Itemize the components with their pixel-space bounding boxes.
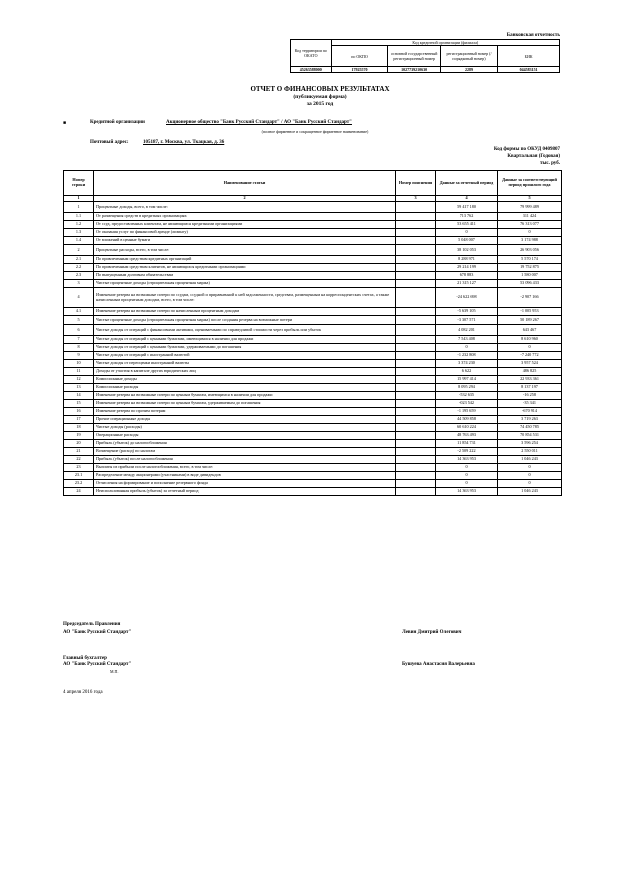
row-name: От вложений в ценные бумаги — [94, 237, 396, 245]
row-name: По привлеченным средствам клиентов, не являющихся кредитными организациями — [94, 264, 396, 272]
table-row — [64, 360, 562, 368]
row-note — [396, 280, 436, 288]
row-name: Чистые процентные доходы (отрицательная процентная маржа) после создания резерва на возможные потери — [94, 316, 396, 325]
row-previous-value: 0 — [498, 464, 562, 472]
table-row — [64, 237, 562, 245]
row-name: Чистые доходы от операций с финансовыми активами, оцениваемыми по справедливой стоимости через прибыль или убыток — [94, 325, 396, 336]
row-name: Изменение резерва на возможные потери по ценным бумагам, имеющимся в наличии для продажи — [94, 392, 396, 400]
row-note — [396, 448, 436, 456]
row-current-value: 4 082 201 — [436, 325, 498, 336]
org-label: Кредитной организации — [90, 120, 145, 125]
codes-header: по ОКПО — [331, 46, 388, 67]
row-previous-value: 0 — [498, 472, 562, 480]
row-number: 14 — [64, 392, 94, 400]
row-name: Прибыль (убыток) после налогообложения — [94, 456, 396, 464]
row-previous-value: -670 914 — [498, 408, 562, 416]
table-row — [64, 424, 562, 432]
row-note — [396, 384, 436, 392]
row-current-value: -1 232 808 — [436, 352, 498, 360]
row-name: Чистые доходы от операций с ценными бумагами, удерживаемыми до погашения — [94, 344, 396, 352]
table-row — [64, 456, 562, 464]
table-row — [64, 480, 562, 488]
table-row — [64, 308, 562, 316]
row-current-value: -2 509 222 — [436, 448, 498, 456]
row-current-value: 14 363 953 — [436, 488, 498, 496]
table-row — [64, 280, 562, 288]
row-number: 20 — [64, 440, 94, 448]
row-name: Изменение резерва по прочим потерям — [94, 408, 396, 416]
row-note — [396, 480, 436, 488]
row-note — [396, 440, 436, 448]
row-name: Чистые доходы (расходы) — [94, 424, 396, 432]
codes-header: регистрационный номер (/порядковый номер) — [440, 46, 497, 67]
row-number: 7 — [64, 336, 94, 344]
row-note — [396, 416, 436, 424]
row-note — [396, 488, 436, 496]
row-name: Изменение резерва на возможные потери по ссудам, ссудной и приравненной к ней задолженности, средствам, размещенным на корреспондентских счетах, а также начисленным процентным доходам, всего, в том числе: — [94, 288, 396, 308]
table-row — [64, 400, 562, 408]
row-current-value: -3 307 571 — [436, 316, 498, 325]
row-current-value: 11 854 731 — [436, 440, 498, 448]
row-current-value: 15 997 414 — [436, 376, 498, 384]
row-name: Прибыль (убыток) до налогообложения — [94, 440, 396, 448]
row-number: 1 — [64, 202, 94, 213]
report-subtitle: (публикуемая форма) — [293, 94, 347, 100]
row-name: Чистые доходы от операций с иностранной валютой — [94, 352, 396, 360]
row-name: Изменение резерва на возможные потери по начисленным процентным доходам — [94, 308, 396, 316]
table-row — [64, 256, 562, 264]
column-header: Данные за отчетный период — [436, 171, 498, 196]
row-previous-value: 74 450 785 — [498, 424, 562, 432]
row-number: 18 — [64, 424, 94, 432]
row-number: 2.2 — [64, 264, 94, 272]
row-note — [396, 325, 436, 336]
table-row — [64, 408, 562, 416]
row-number: 11 — [64, 368, 94, 376]
codes-header: БИК — [498, 46, 560, 67]
row-number: 23.2 — [64, 480, 94, 488]
row-note — [396, 392, 436, 400]
row-name: Неиспользованная прибыль (убыток) за отчетный период — [94, 488, 396, 496]
row-note — [396, 237, 436, 245]
row-previous-value: 5 570 174 — [498, 256, 562, 264]
address-value: 105187, г. Москва, ул. Ткацкая, д. 36 — [143, 140, 225, 145]
table-row — [64, 384, 562, 392]
row-current-value: 59 417 180 — [436, 202, 498, 213]
row-previous-value: 311 424 — [498, 213, 562, 221]
row-name: Чистые доходы от операций с ценными бумагами, имеющимися в наличии для продажи — [94, 336, 396, 344]
org-note: (полное фирменное и сокращенное фирменное наименование) — [261, 129, 369, 134]
row-number: 22 — [64, 456, 94, 464]
table-row — [64, 432, 562, 440]
row-name: От размещения средств в кредитных организациях — [94, 213, 396, 221]
row-name: Прочие операционные доходы — [94, 416, 396, 424]
row-previous-value: 486 825 — [498, 368, 562, 376]
row-previous-value: -1 005 953 — [498, 308, 562, 316]
row-number: 19 — [64, 432, 94, 440]
row-note — [396, 264, 436, 272]
column-number: 2 — [94, 196, 396, 202]
row-note — [396, 464, 436, 472]
table-row — [64, 221, 562, 229]
row-note — [396, 245, 436, 256]
row-number: 6 — [64, 325, 94, 336]
row-number: 2.3 — [64, 272, 94, 280]
units: тыс. руб. — [540, 161, 560, 166]
row-note — [396, 336, 436, 344]
row-current-value: 0 — [436, 480, 498, 488]
report-title: ОТЧЕТ О ФИНАНСОВЫХ РЕЗУЛЬТАТАХ — [250, 85, 390, 93]
row-name: Изменение резерва на возможные потери по ценным бумагам, удерживаемым до погашения — [94, 400, 396, 408]
row-current-value: 14 363 953 — [436, 456, 498, 464]
row-current-value: 678 883 — [436, 272, 498, 280]
row-name: Чистые процентные доходы (отрицательная процентная маржа) — [94, 280, 396, 288]
accountant-org: АО "Банк Русский Стандарт" — [63, 662, 132, 667]
table-row — [64, 213, 562, 221]
column-header: Номер пояснения — [396, 171, 436, 196]
row-current-value: 8 288 971 — [436, 256, 498, 264]
row-note — [396, 221, 436, 229]
report-period: за 2015 год — [306, 101, 334, 107]
row-number: 4.1 — [64, 308, 94, 316]
table-row — [64, 448, 562, 456]
row-name: Комиссионные расходы — [94, 384, 396, 392]
row-name: Отчисления на формирование и пополнение резервного фонда — [94, 480, 396, 488]
row-current-value: 0 — [436, 229, 498, 237]
row-name: Чистые доходы от переоценки иностранной валюты — [94, 360, 396, 368]
column-header: Данные за соответствующий период прошлого года — [498, 171, 562, 196]
row-name: Комиссионные доходы — [94, 376, 396, 384]
column-header: Наименование статьи — [94, 171, 396, 196]
table-row — [64, 376, 562, 384]
row-previous-value: 3 596 254 — [498, 440, 562, 448]
table-row — [64, 344, 562, 352]
codes-header: Код территории по ОКАТО — [291, 40, 332, 67]
row-current-value: 0 — [436, 472, 498, 480]
row-name: По привлеченным средствам кредитных организаций — [94, 256, 396, 264]
row-previous-value: 3 957 524 — [498, 360, 562, 368]
row-current-value: -1 195 659 — [436, 408, 498, 416]
row-number: 23 — [64, 464, 94, 472]
row-note — [396, 256, 436, 264]
row-previous-value: -35 341 — [498, 400, 562, 408]
codes-header-top: Код кредитной организации (филиала) — [331, 40, 559, 46]
row-current-value: 60 610 224 — [436, 424, 498, 432]
column-number: 5 — [498, 196, 562, 202]
row-name: Операционные расходы — [94, 432, 396, 440]
row-name: От оказания услуг по финансовой аренде (лизингу) — [94, 229, 396, 237]
row-number: 2.1 — [64, 256, 94, 264]
row-number: 2 — [64, 245, 94, 256]
row-previous-value: 643 467 — [498, 325, 562, 336]
row-note — [396, 424, 436, 432]
table-row — [64, 288, 562, 308]
row-previous-value: 3 719 263 — [498, 416, 562, 424]
table-row — [64, 336, 562, 344]
row-previous-value: 19 752 875 — [498, 264, 562, 272]
table-row — [64, 264, 562, 272]
row-number: 15 — [64, 400, 94, 408]
row-previous-value: -7 240 772 — [498, 352, 562, 360]
row-previous-value: 26 903 056 — [498, 245, 562, 256]
row-previous-value: 70 854 531 — [498, 432, 562, 440]
table-row — [64, 472, 562, 480]
row-note — [396, 202, 436, 213]
codes-value: 1027739210630 — [388, 67, 440, 73]
row-number: 1.4 — [64, 237, 94, 245]
codes-value: 17925570 — [331, 67, 388, 73]
row-previous-value: -16 258 — [498, 392, 562, 400]
row-note — [396, 472, 436, 480]
codes-value: 044583151 — [498, 67, 560, 73]
codes-table — [290, 39, 560, 73]
row-number: 3 — [64, 280, 94, 288]
row-current-value: 6 622 — [436, 368, 498, 376]
row-name: Процентные доходы, всего, в том числе: — [94, 202, 396, 213]
financial-results-table — [63, 170, 562, 496]
row-number: 1.1 — [64, 213, 94, 221]
row-note — [396, 272, 436, 280]
row-number: 10 — [64, 360, 94, 368]
org-name: Акционерное общество "Банк Русский Стандарт" / АО "Банк Русский Стандарт" — [166, 120, 352, 125]
row-previous-value: 79 999 489 — [498, 202, 562, 213]
row-note — [396, 400, 436, 408]
codes-value: 2289 — [440, 67, 497, 73]
row-current-value: -5 639 105 — [436, 308, 498, 316]
row-previous-value: 8 610 960 — [498, 336, 562, 344]
row-name: Распределение между акционерами (участниками) в виде дивидендов — [94, 472, 396, 480]
row-number: 5 — [64, 316, 94, 325]
row-current-value: 3 374 230 — [436, 360, 498, 368]
row-name: Выплаты из прибыли после налогообложения, всего, в том числе: — [94, 464, 396, 472]
row-note — [396, 288, 436, 308]
row-note — [396, 308, 436, 316]
periodicity: Квартальная (Годовая) — [507, 154, 560, 159]
row-note — [396, 432, 436, 440]
row-number: 8 — [64, 344, 94, 352]
codes-value: 45263588000 — [291, 67, 332, 73]
row-current-value: 0 — [436, 464, 498, 472]
table-row — [64, 245, 562, 256]
table-row — [64, 272, 562, 280]
table-row — [64, 368, 562, 376]
row-number: 17 — [64, 416, 94, 424]
row-note — [396, 316, 436, 325]
chair-title: Председатель Правления — [63, 622, 121, 627]
row-note — [396, 229, 436, 237]
row-current-value: 44 509 858 — [436, 416, 498, 424]
table-row — [64, 325, 562, 336]
address-label: Почтовый адрес: — [90, 140, 129, 145]
row-number: 24 — [64, 488, 94, 496]
table-row — [64, 202, 562, 213]
row-number: 23.1 — [64, 472, 94, 480]
row-number: 1.2 — [64, 221, 94, 229]
row-current-value: 0 — [436, 344, 498, 352]
row-previous-value: 22 933 361 — [498, 376, 562, 384]
row-name: Доходы от участия в капитале других юридических лиц — [94, 368, 396, 376]
row-name: Процентные расходы, всего, в том числе: — [94, 245, 396, 256]
table-row — [64, 488, 562, 496]
chair-org: АО "Банк Русский Стандарт" — [63, 630, 132, 635]
row-current-value: -532 635 — [436, 392, 498, 400]
table-body — [64, 202, 562, 496]
chair-name: Левин Дмитрий Олегович — [402, 630, 462, 635]
row-note — [396, 376, 436, 384]
row-previous-value: 50 189 267 — [498, 316, 562, 325]
row-previous-value: 0 — [498, 480, 562, 488]
row-note — [396, 368, 436, 376]
row-current-value: 713 762 — [436, 213, 498, 221]
row-current-value: -023 542 — [436, 400, 498, 408]
table-row — [64, 316, 562, 325]
row-number: 13 — [64, 384, 94, 392]
stamp-label: М.П. — [110, 669, 119, 674]
row-previous-value: 1 046 243 — [498, 456, 562, 464]
row-current-value: -24 622 698 — [436, 288, 498, 308]
bullet: ■ — [63, 121, 67, 126]
row-name: Возмещение (расход) по налогам — [94, 448, 396, 456]
column-header: Номер строки — [64, 171, 94, 196]
table-row — [64, 352, 562, 360]
row-number: 4 — [64, 288, 94, 308]
row-note — [396, 213, 436, 221]
table-row — [64, 416, 562, 424]
row-previous-value: 76 313 077 — [498, 221, 562, 229]
accountant-title: Главный бухгалтер — [63, 656, 107, 661]
report-date: 4 апреля 2016 года — [63, 690, 103, 695]
row-current-value: 8 095 294 — [436, 384, 498, 392]
accountant-name: Бушуева Анастасия Валерьевна — [402, 662, 475, 667]
column-number: 1 — [64, 196, 94, 202]
row-name: По выпущенным долговым обязательствам — [94, 272, 396, 280]
row-current-value: 29 214 199 — [436, 264, 498, 272]
row-previous-value: 0 — [498, 229, 562, 237]
row-previous-value: 3 174 988 — [498, 237, 562, 245]
table-row — [64, 440, 562, 448]
report-type-label: Банковская отчетность — [506, 33, 560, 38]
row-current-value: 53 655 411 — [436, 221, 498, 229]
table-row — [64, 229, 562, 237]
row-previous-value: 8 137 197 — [498, 384, 562, 392]
row-number: 12 — [64, 376, 94, 384]
row-number: 16 — [64, 408, 94, 416]
column-number: 4 — [436, 196, 498, 202]
row-note — [396, 408, 436, 416]
row-note — [396, 360, 436, 368]
form-code: Код формы по ОКУД 0409807 — [493, 147, 560, 152]
row-previous-value: 1 580 007 — [498, 272, 562, 280]
row-current-value: 7 543 408 — [436, 336, 498, 344]
row-current-value: 5 048 007 — [436, 237, 498, 245]
row-name: От ссуд, предоставленных клиентам, не являющимся кредитными организациями — [94, 221, 396, 229]
row-current-value: 48 763 493 — [436, 432, 498, 440]
table-row — [64, 392, 562, 400]
row-note — [396, 352, 436, 360]
table-row — [64, 464, 562, 472]
row-note — [396, 456, 436, 464]
column-number: 3 — [396, 196, 436, 202]
row-previous-value: 2 550 011 — [498, 448, 562, 456]
row-previous-value: 0 — [498, 344, 562, 352]
codes-header: основной государственный регистрационный номер — [388, 46, 440, 67]
row-current-value: 38 102 053 — [436, 245, 498, 256]
row-current-value: 21 315 127 — [436, 280, 498, 288]
row-previous-value: 1 046 243 — [498, 488, 562, 496]
row-number: 1.3 — [64, 229, 94, 237]
row-previous-value: 53 096 433 — [498, 280, 562, 288]
row-note — [396, 344, 436, 352]
row-number: 21 — [64, 448, 94, 456]
row-number: 9 — [64, 352, 94, 360]
row-previous-value: -2 907 166 — [498, 288, 562, 308]
